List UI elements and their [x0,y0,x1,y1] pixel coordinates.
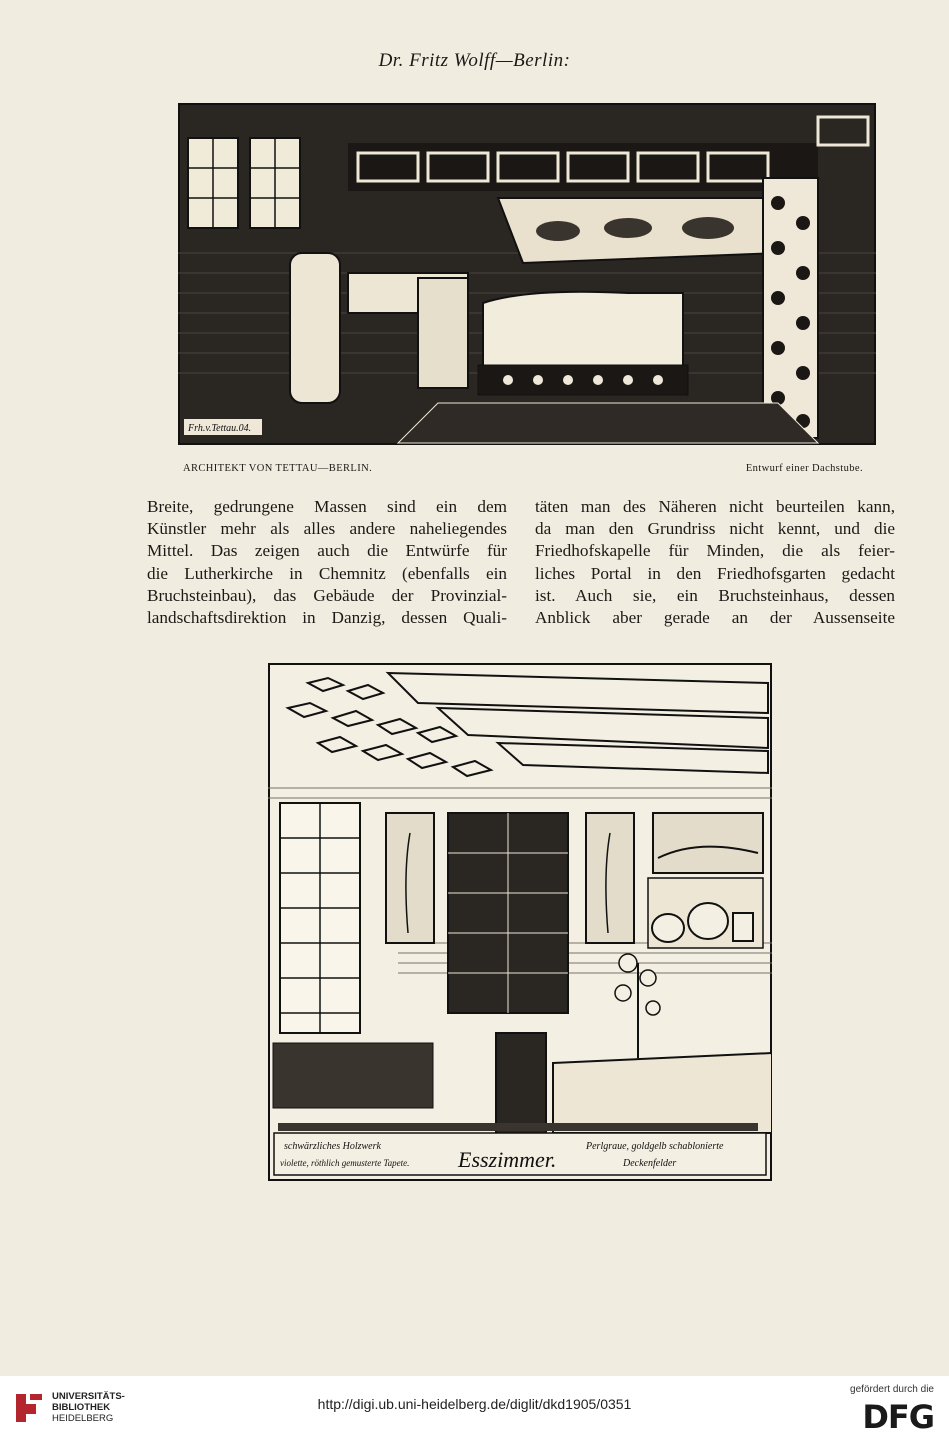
text-line: da man den Grundriss nicht kennt, und die [535,519,895,539]
body-text [147,496,895,629]
attic-room-illustration [178,103,876,445]
text-line: landschaftsdirektion in Danzig, dessen Quali- [147,607,507,627]
attic-room-drawing [178,103,876,445]
legend-wallpaper: violette, röthlich gemusterte Tapete. [280,1158,410,1168]
text-line: liches Portal in den Friedhofsgarten gedacht [535,563,895,583]
artist-signature: Frh.v.Tettau.04. [188,423,252,434]
text-line: Anblick aber gerade an der Aussenseite [535,607,895,627]
caption-architect: ARCHITEKT VON TETTAU—BERLIN. [183,463,373,474]
text-column-right [535,496,895,629]
caption-title: Entwurf einer Dachstube. [745,463,863,474]
library-name-line: HEIDELBERG [52,1413,114,1424]
text-line: ist. Auch sie, ein Bruchsteinhaus, dessen [535,585,895,605]
library-name-line: UNIVERSITÄTS- [52,1391,125,1402]
text-line: täten man des Näheren nicht beurteilen kann, [535,497,895,516]
legend-woodwork: schwärzliches Holzwerk [284,1141,381,1152]
text-line: Breite, gedrungene Massen sind ein dem [147,497,507,516]
text-line: Mittel. Das zeigen auch die Entwürfe für [147,541,507,561]
funding-note: gefördert durch die [850,1384,934,1395]
legend-room-name: Esszimmer. [458,1147,557,1172]
dining-room-drawing [268,663,772,1181]
running-title: Dr. Fritz Wolff—Berlin: [378,50,571,71]
text-line: die Lutherkirche in Chemnitz (ebenfalls ein [147,563,507,583]
text-line: Friedhofskapelle für Minden, die als feier- [535,541,895,561]
text-line: Bruchsteinbau), das Gebäude der Provinzial- [147,585,507,605]
text-line: Künstler mehr als alles andere naheliegendes [147,519,507,539]
footer-bar [0,1376,949,1442]
legend-ceiling-colors: Perlgraue, goldgelb schablonierte [586,1141,724,1152]
legend-ceiling-panels: Deckenfelder [623,1158,677,1169]
dfg-logo: DFG [862,1398,934,1436]
library-name-line: BIBLIOTHEK [52,1402,111,1413]
text-column-left [147,496,507,629]
permalink-url[interactable]: http://digi.ub.uni-heidelberg.de/diglit/dkd1905/0351 [317,1396,632,1412]
dining-room-illustration [268,663,772,1181]
